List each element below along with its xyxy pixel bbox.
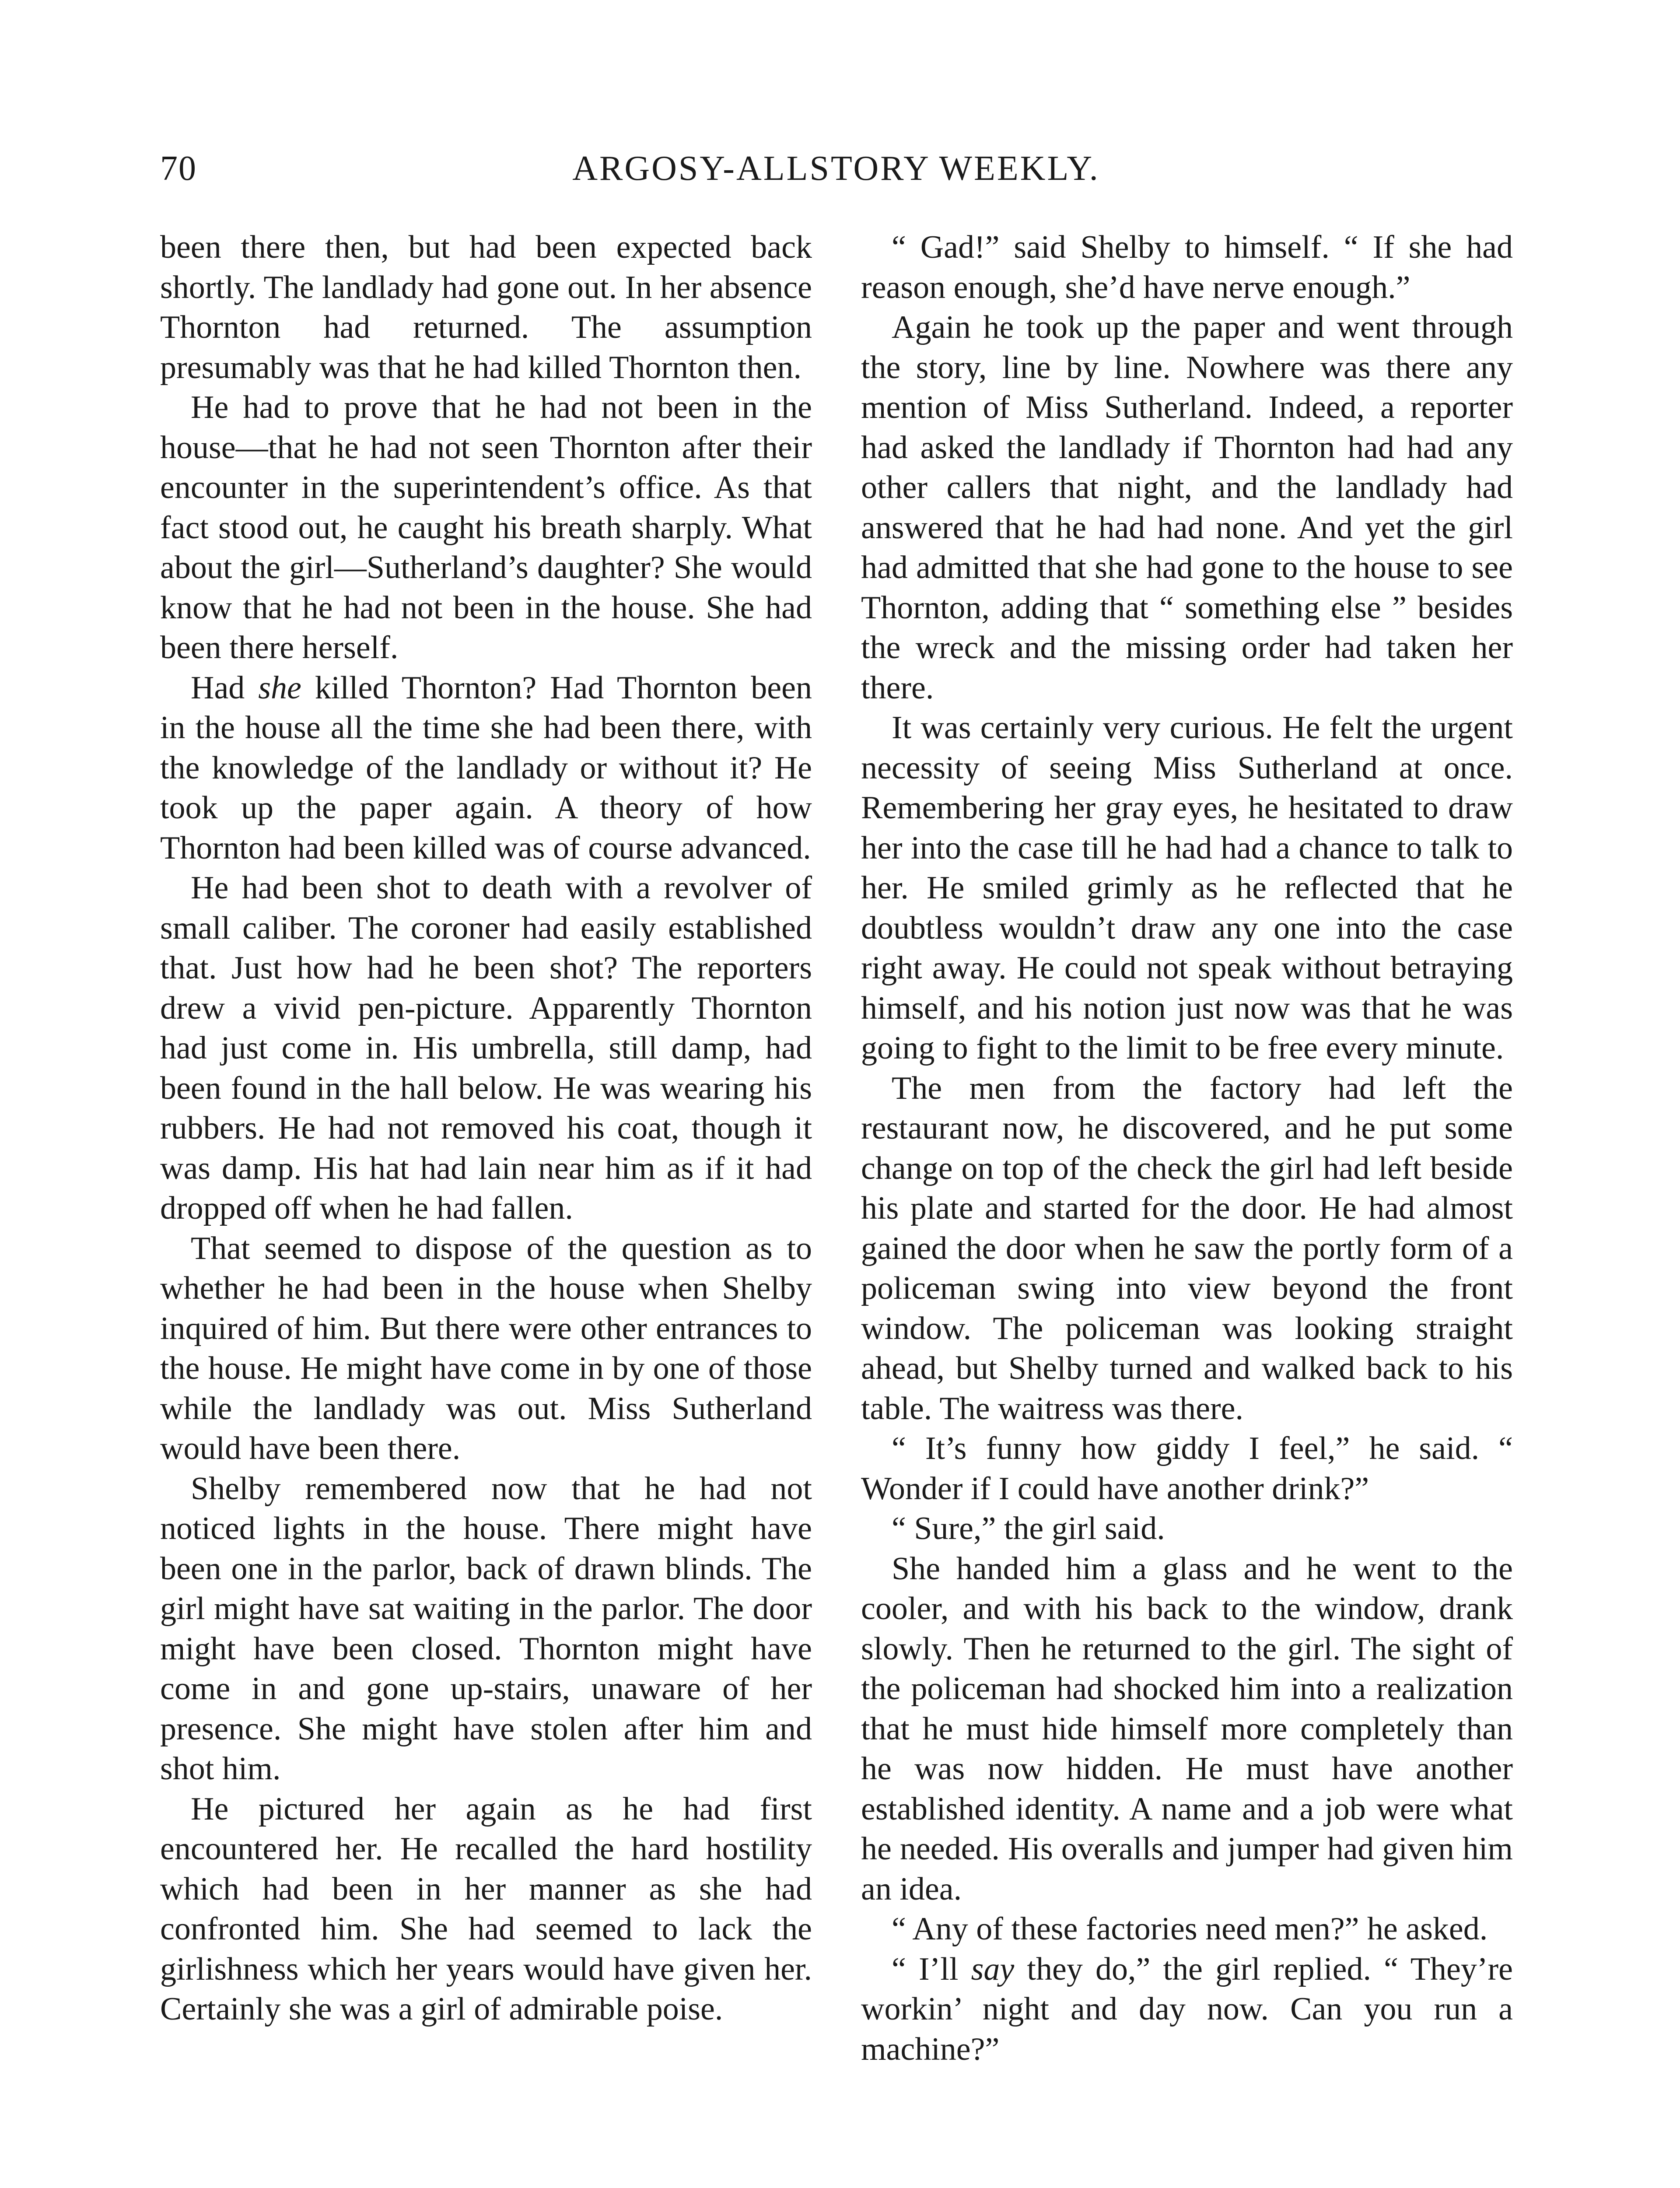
paragraph [160,668,812,869]
paragraph: Again he took up the paper and went through the story, line by line. Nowhere was there any mention of Miss Sutherland. Indeed, a reporter had asked the landlady if Thornton had had any other callers that night, and the landlady had answered that he had had none. And yet the girl had admitted that she had gone to the house to see Thornton, adding that “ something else ” besides the wreck and the missing order had taken her there. [861,309,1513,706]
paragraph: It was certainly very curious. He felt the urgent necessity of seeing Miss Sutherland at once. Remembering her gray eyes, he hesitated to draw her into the case till he had had a chance to talk to her. He smiled grimly as he reflected that he doubtless wouldn’t draw any one into the case right away. He could not speak without betraying himself, and his notion just now was that he was going to fight to the limit to be free every minute. [861,710,1513,1066]
text-span: Had [191,670,259,706]
page-header [160,144,1512,193]
italic-word: say [971,1951,1015,1987]
paragraph: “ It’s funny how giddy I feel,” he said. “ Wonder if I could have another drink?” [861,1431,1513,1507]
paragraph: She handed him a glass and he went to the cooler, and with his back to the window, drank slowly. Then he returned to the girl. The sight of the policeman had shocked him into a realization that he must hide himself more completely than he was now hidden. He must have another established identity. A name and a job were what he needed. His overalls and jumper had given him an idea. [861,1550,1513,1907]
italic-word: she [258,670,301,706]
paragraph [861,1950,1513,2070]
paragraph: The men from the factory had left the restaurant now, he discovered, and he put some change on top of the check the girl had left beside his plate and started for the door. He had almost gained the door when he saw the portly form of a policeman swing into view beyond the front window. The policeman was looking straight ahead, but Shelby turned and walked back to his table. The waitress was there. [861,1070,1513,1427]
page-number: 70 [160,149,197,188]
paragraph: He pictured her again as he had first encountered her. He recalled the hard hostility which had been in her manner as she had confronted him. She had seemed to lack the girlishness which her years would have given her. Certainly she was a girl of admirable poise. [160,1791,812,2027]
paragraph: Shelby remembered now that he had not noticed lights in the house. There might have been one in the parlor, back of drawn blinds. The girl might have sat waiting in the parlor. The door might have been closed. Thornton might have come in and gone up-stairs, unaware of her presence. She might have stolen after him and shot him. [160,1470,812,1787]
paragraph: “ Any of these factories need men?” he asked. [892,1911,1488,1947]
paragraph: “ Gad!” said Shelby to himself. “ If she had reason enough, she’d have nerve enough.” [861,229,1513,305]
text-span: “ I’ll [892,1951,971,1987]
paragraph: He had been shot to death with a revolver of small caliber. The coroner had easily established that. Just how had he been shot? The reporters drew a vivid pen-picture. Apparently Thornton had just come in. His umbrella, still damp, had been found in the hall below. He was wearing his rubbers. He had not removed his coat, though it was damp. His hat had lain near him as if it had dropped off when he had fallen. [160,870,812,1226]
right-column [861,228,1513,2069]
running-title: ARGOSY-ALLSTORY WEEKLY. [572,149,1100,188]
paragraph: He had to prove that he had not been in the house—that he had not seen Thornton after their encounter in the superintendent’s office. As that fact stood out, he caught his breath sharply. What about the girl—Sutherland’s daughter? She would know that he had not been in the house. She had been there herself. [160,389,812,666]
left-column [160,228,812,2030]
text-span: killed Thornton? Had Thornton been in the house all the time she had been there, with the knowledge of the landlady or without it? He took up the paper again. A theory of how Thornton had been killed was of course advanced. [160,670,812,866]
paragraph: “ Sure,” the girl said. [892,1511,1165,1546]
paragraph: That seemed to dispose of the question as to whether he had been in the house when Shelby inquired of him. But there were other entrances to the house. He might have come in by one of those while the landlady was out. Miss Sutherland would have been there. [160,1230,812,1466]
paragraph: been there then, but had been expected back shortly. The landlady had gone out. In her absence Thornton had returned. The assumption presumably was that he had killed Thornton then. [160,229,812,386]
text-span: they do,” the girl replied. “ They’re workin’ night and day now. Can you run a machine?” [861,1951,1513,2067]
